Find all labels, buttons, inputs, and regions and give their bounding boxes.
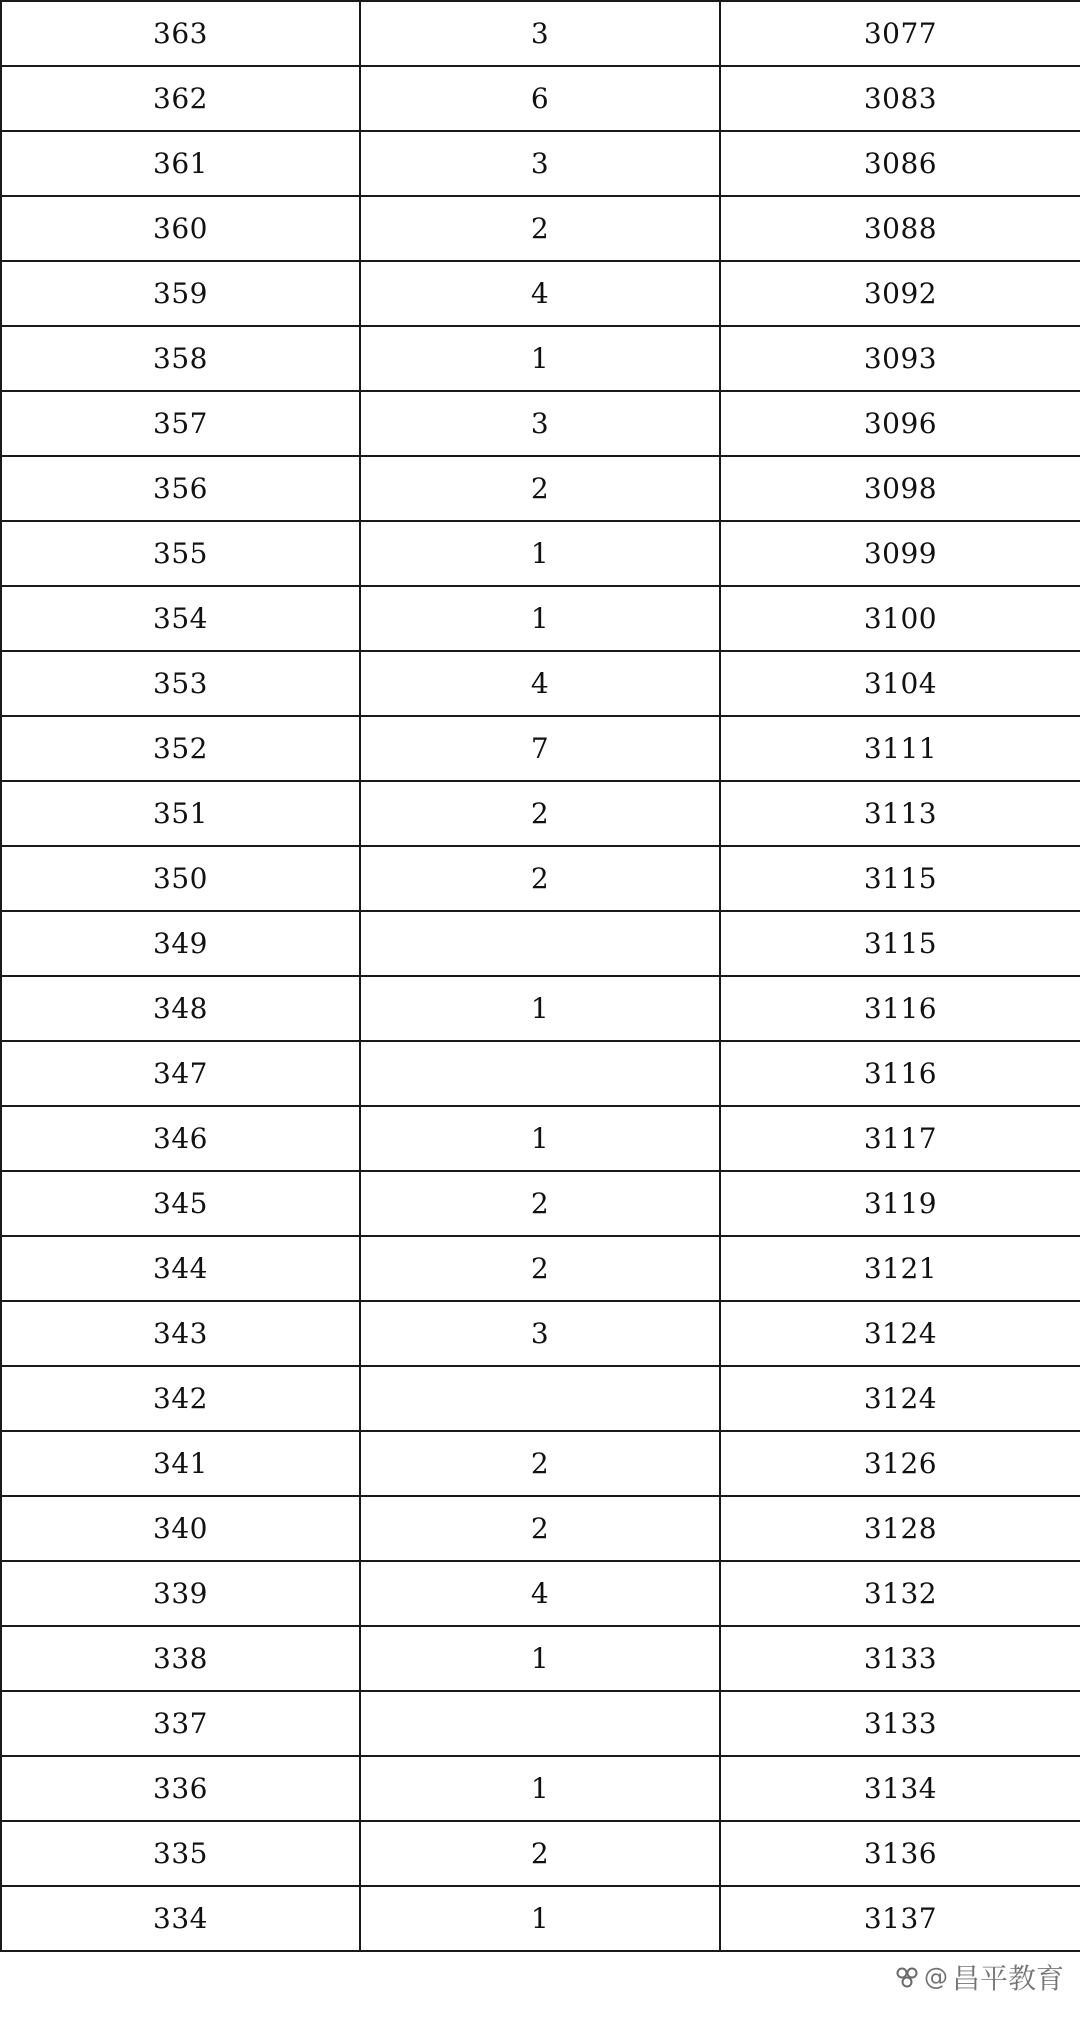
score-cell: 348: [1, 976, 360, 1041]
table-row: [1, 781, 1080, 846]
score-cell: 343: [1, 1301, 360, 1366]
cumulative-cell: 3116: [720, 1041, 1080, 1106]
count-cell: 4: [360, 1561, 720, 1626]
count-cell: 3: [360, 1301, 720, 1366]
cumulative-cell: 3126: [720, 1431, 1080, 1496]
count-cell: 2: [360, 781, 720, 846]
table-row: [1, 66, 1080, 131]
table-row: [1, 456, 1080, 521]
count-cell: 2: [360, 196, 720, 261]
table-row: [1, 1821, 1080, 1886]
table-row: [1, 1561, 1080, 1626]
score-cell: 344: [1, 1236, 360, 1301]
cumulative-cell: 3077: [720, 1, 1080, 66]
score-cell: 341: [1, 1431, 360, 1496]
score-cell: 337: [1, 1691, 360, 1756]
score-cell: 352: [1, 716, 360, 781]
score-cell: 360: [1, 196, 360, 261]
count-cell: 4: [360, 651, 720, 716]
table-row: [1, 1301, 1080, 1366]
table-row: [1, 911, 1080, 976]
count-cell: 1: [360, 976, 720, 1041]
cumulative-cell: 3111: [720, 716, 1080, 781]
watermark: [894, 1957, 1064, 1997]
table-row: [1, 1106, 1080, 1171]
count-cell: 2: [360, 1821, 720, 1886]
cumulative-cell: 3124: [720, 1301, 1080, 1366]
cumulative-cell: 3124: [720, 1366, 1080, 1431]
score-cell: 356: [1, 456, 360, 521]
table-row: [1, 1886, 1080, 1951]
cumulative-cell: 3134: [720, 1756, 1080, 1821]
cumulative-cell: 3121: [720, 1236, 1080, 1301]
table-row: [1, 391, 1080, 456]
score-cell: 346: [1, 1106, 360, 1171]
count-cell: 2: [360, 1171, 720, 1236]
cumulative-cell: 3096: [720, 391, 1080, 456]
count-cell: [360, 1366, 720, 1431]
score-cell: 354: [1, 586, 360, 651]
table-row: [1, 1041, 1080, 1106]
score-cell: 362: [1, 66, 360, 131]
table-row: [1, 1236, 1080, 1301]
table-row: [1, 1366, 1080, 1431]
score-cell: 339: [1, 1561, 360, 1626]
score-cell: 335: [1, 1821, 360, 1886]
table-row: [1, 846, 1080, 911]
score-cell: 357: [1, 391, 360, 456]
count-cell: 1: [360, 1756, 720, 1821]
count-cell: 1: [360, 1626, 720, 1691]
table-row: [1, 326, 1080, 391]
score-cell: 363: [1, 1, 360, 66]
table-row: [1, 586, 1080, 651]
score-cell: 351: [1, 781, 360, 846]
table-row: [1, 651, 1080, 716]
score-cell: 359: [1, 261, 360, 326]
count-cell: 1: [360, 1886, 720, 1951]
count-cell: 2: [360, 1431, 720, 1496]
score-cell: 336: [1, 1756, 360, 1821]
count-cell: 2: [360, 1496, 720, 1561]
table-row: [1, 1, 1080, 66]
score-cell: 349: [1, 911, 360, 976]
cumulative-cell: 3119: [720, 1171, 1080, 1236]
count-cell: 2: [360, 456, 720, 521]
count-cell: 7: [360, 716, 720, 781]
table-row: [1, 1496, 1080, 1561]
table-row: [1, 196, 1080, 261]
score-cell: 361: [1, 131, 360, 196]
cumulative-cell: 3136: [720, 1821, 1080, 1886]
cumulative-cell: 3086: [720, 131, 1080, 196]
table-row: [1, 716, 1080, 781]
score-cell: 338: [1, 1626, 360, 1691]
count-cell: 4: [360, 261, 720, 326]
cumulative-cell: 3088: [720, 196, 1080, 261]
count-cell: [360, 1041, 720, 1106]
score-cell: 334: [1, 1886, 360, 1951]
score-cell: 342: [1, 1366, 360, 1431]
count-cell: 3: [360, 131, 720, 196]
score-cell: 345: [1, 1171, 360, 1236]
score-cell: 355: [1, 521, 360, 586]
table-row: [1, 1626, 1080, 1691]
count-cell: 6: [360, 66, 720, 131]
score-cell: 340: [1, 1496, 360, 1561]
count-cell: 2: [360, 1236, 720, 1301]
table-row: [1, 131, 1080, 196]
cumulative-cell: 3104: [720, 651, 1080, 716]
cumulative-cell: 3083: [720, 66, 1080, 131]
cumulative-cell: 3128: [720, 1496, 1080, 1561]
table-row: [1, 1171, 1080, 1236]
headline-logo-icon: [894, 1964, 920, 1990]
cumulative-cell: 3137: [720, 1886, 1080, 1951]
watermark-text: 昌平教育: [951, 1962, 1064, 1995]
table-body: [1, 1, 1080, 1951]
count-cell: 1: [360, 521, 720, 586]
cumulative-cell: 3100: [720, 586, 1080, 651]
table-row: [1, 1431, 1080, 1496]
watermark-at: @: [923, 1963, 948, 1991]
cumulative-cell: 3115: [720, 911, 1080, 976]
cumulative-cell: 3132: [720, 1561, 1080, 1626]
score-cell: 358: [1, 326, 360, 391]
cumulative-cell: 3093: [720, 326, 1080, 391]
count-cell: [360, 911, 720, 976]
count-cell: [360, 1691, 720, 1756]
score-cell: 347: [1, 1041, 360, 1106]
score-cell: 350: [1, 846, 360, 911]
table-row: [1, 1691, 1080, 1756]
table-row: [1, 261, 1080, 326]
count-cell: 1: [360, 326, 720, 391]
count-cell: 1: [360, 1106, 720, 1171]
score-cell: 353: [1, 651, 360, 716]
cumulative-cell: 3099: [720, 521, 1080, 586]
cumulative-cell: 3117: [720, 1106, 1080, 1171]
cumulative-cell: 3092: [720, 261, 1080, 326]
cumulative-cell: 3116: [720, 976, 1080, 1041]
cumulative-cell: 3133: [720, 1626, 1080, 1691]
table-row: [1, 1756, 1080, 1821]
table-row: [1, 976, 1080, 1041]
cumulative-cell: 3098: [720, 456, 1080, 521]
cumulative-cell: 3113: [720, 781, 1080, 846]
count-cell: 3: [360, 1, 720, 66]
count-cell: 2: [360, 846, 720, 911]
cumulative-cell: 3115: [720, 846, 1080, 911]
count-cell: 1: [360, 586, 720, 651]
table-row: [1, 521, 1080, 586]
count-cell: 3: [360, 391, 720, 456]
cumulative-cell: 3133: [720, 1691, 1080, 1756]
